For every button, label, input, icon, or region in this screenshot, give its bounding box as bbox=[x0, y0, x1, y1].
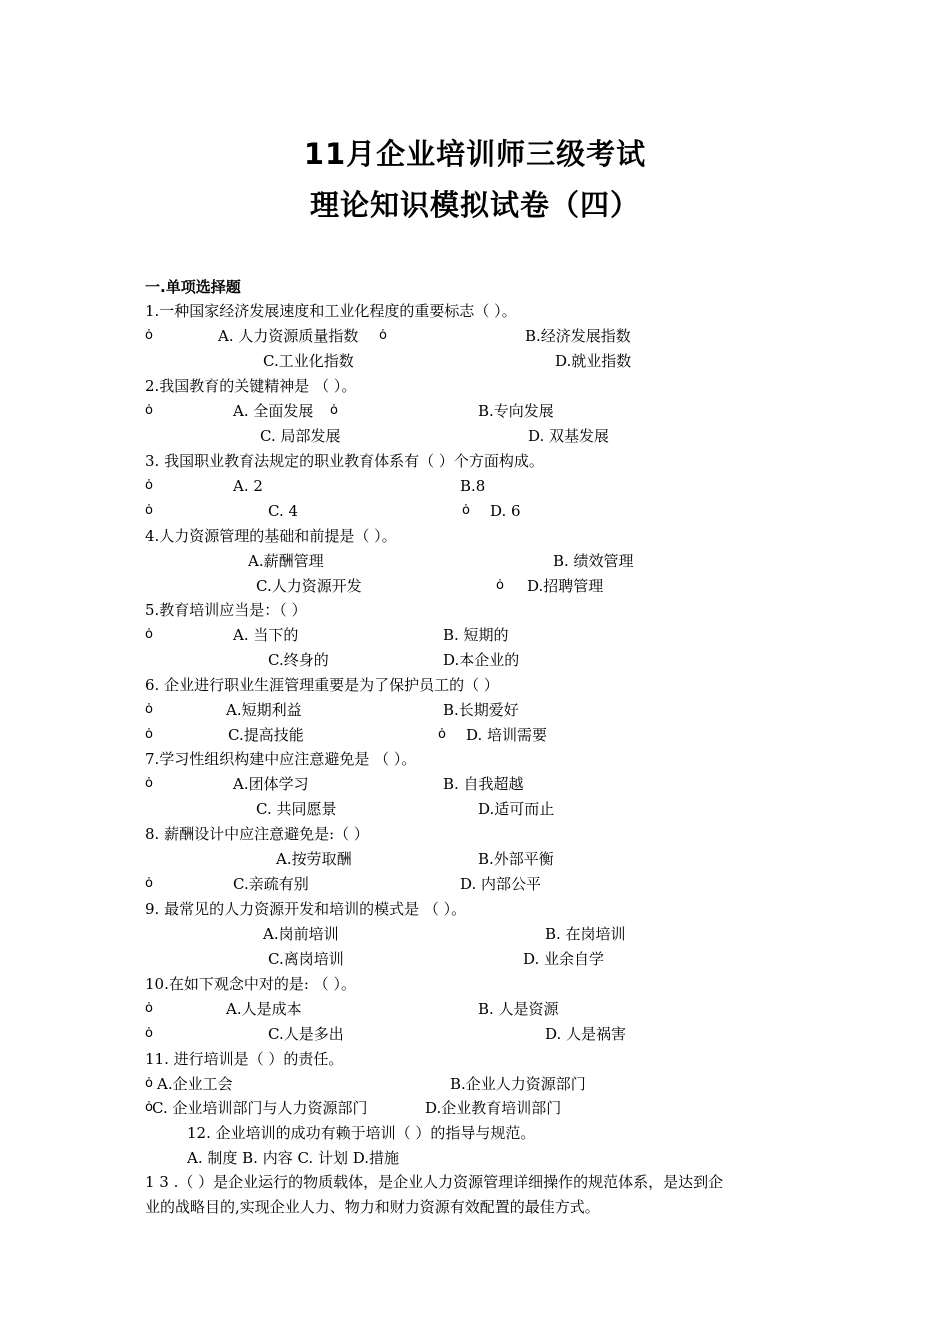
text-line: D. 双基发展 bbox=[528, 427, 610, 445]
text-line: B.企业人力资源部门 bbox=[450, 1075, 586, 1093]
text-line: A.薪酬管理 bbox=[248, 552, 324, 570]
text-line: 2.我国教育的关键精神是 （ ）。 bbox=[145, 377, 357, 395]
text-line: B. 短期的 bbox=[443, 626, 509, 644]
text-line: D.招聘管理 bbox=[527, 577, 604, 595]
text-line: B.专向发展 bbox=[478, 402, 554, 420]
paragraph-mark-icon: ȯ bbox=[145, 876, 153, 891]
paragraph-mark-icon: ȯ bbox=[145, 1100, 153, 1115]
text-line: 9. 最常见的人力资源开发和培训的模式是 （ ）。 bbox=[145, 900, 467, 918]
paragraph-mark-icon: ȯ bbox=[145, 1076, 153, 1091]
paragraph-mark-icon: ȯ bbox=[330, 403, 338, 418]
text-line: B. 在岗培训 bbox=[545, 925, 626, 943]
text-line: A. 当下的 bbox=[233, 626, 299, 644]
text-line: 12. 企业培训的成功有赖于培训（ ）的指导与规范。 bbox=[187, 1124, 536, 1142]
text-line: B.经济发展指数 bbox=[525, 327, 631, 345]
text-line: A.人是成本 bbox=[226, 1000, 302, 1018]
text-line: B. 绩效管理 bbox=[553, 552, 634, 570]
text-line: C.人是多出 bbox=[268, 1025, 344, 1043]
text-line: C. 4 bbox=[268, 502, 299, 520]
text-line: 1 3 .（ ）是企业运行的物质载体，是企业人力资源管理详细操作的规范体系，是达到企 bbox=[145, 1173, 724, 1191]
text-line: D. 业余自学 bbox=[523, 950, 605, 968]
text-line: D. 6 bbox=[490, 502, 521, 520]
paragraph-mark-icon: ȯ bbox=[145, 503, 153, 518]
text-line: C.离岗培训 bbox=[268, 950, 344, 968]
text-line: A. 全面发展 bbox=[233, 402, 314, 420]
text-line: 7.学习性组织构建中应注意避免是 （ ）。 bbox=[145, 750, 417, 768]
text-line: A.短期利益 bbox=[226, 701, 302, 719]
section-heading: 一.单项选择题 bbox=[145, 278, 241, 296]
text-line: 业的战略目的,实现企业人力、物力和财力资源有效配置的最佳方式。 bbox=[145, 1198, 600, 1216]
text-line: B.长期爱好 bbox=[443, 701, 519, 719]
text-line: 5.教育培训应当是：（ ） bbox=[145, 601, 307, 619]
text-line: 11. 进行培训是（ ）的责任。 bbox=[145, 1050, 344, 1068]
text-line: A. 制度 B. 内容 C. 计划 D.措施 bbox=[187, 1149, 399, 1167]
paragraph-mark-icon: ȯ bbox=[379, 328, 387, 343]
text-line: 3. 我国职业教育法规定的职业教育体系有（ ）个方面构成。 bbox=[145, 452, 544, 470]
text-line: D.适可而止 bbox=[478, 800, 555, 818]
text-line: D. 内部公平 bbox=[460, 875, 542, 893]
text-line: 4.人力资源管理的基础和前提是（ ）。 bbox=[145, 527, 397, 545]
paragraph-mark-icon: ȯ bbox=[145, 1001, 153, 1016]
text-line: C. 企业培训部门与人力资源部门 bbox=[152, 1099, 368, 1117]
paragraph-mark-icon: ȯ bbox=[145, 478, 153, 493]
text-line: C. 局部发展 bbox=[260, 427, 341, 445]
paragraph-mark-icon: ȯ bbox=[145, 1026, 153, 1041]
text-line: A. 2 bbox=[233, 477, 263, 495]
text-line: D. 培训需要 bbox=[466, 726, 548, 744]
text-line: D.企业教育培训部门 bbox=[425, 1099, 562, 1117]
paragraph-mark-icon: ȯ bbox=[145, 727, 153, 742]
text-line: 10.在如下观念中对的是: （ ）。 bbox=[145, 975, 356, 993]
text-line: B.外部平衡 bbox=[478, 850, 554, 868]
paragraph-mark-icon: ȯ bbox=[145, 328, 153, 343]
paragraph-mark-icon: ȯ bbox=[496, 578, 504, 593]
exam-subtitle: 理论知识模拟试卷（四） bbox=[309, 188, 640, 222]
text-line: C. 共同愿景 bbox=[256, 800, 337, 818]
text-line: C.亲疏有别 bbox=[233, 875, 309, 893]
text-line: A.按劳取酬 bbox=[276, 850, 352, 868]
text-line: C.工业化指数 bbox=[263, 352, 354, 370]
paragraph-mark-icon: ȯ bbox=[145, 776, 153, 791]
text-line: A. 人力资源质量指数 bbox=[218, 327, 359, 345]
text-line: C.提高技能 bbox=[228, 726, 304, 744]
text-line: B. 人是资源 bbox=[478, 1000, 559, 1018]
text-line: 6. 企业进行职业生涯管理重要是为了保护员工的（ ） bbox=[145, 676, 499, 694]
paragraph-mark-icon: ȯ bbox=[438, 727, 446, 742]
paragraph-mark-icon: ȯ bbox=[145, 702, 153, 717]
paragraph-mark-icon: ȯ bbox=[145, 627, 153, 642]
text-line: 8. 薪酬设计中应注意避免是:（ ） bbox=[145, 825, 369, 843]
text-line: C.终身的 bbox=[268, 651, 329, 669]
text-line: C.人力资源开发 bbox=[256, 577, 362, 595]
text-line: D.就业指数 bbox=[555, 352, 632, 370]
text-line: 1.一种国家经济发展速度和工业化程度的重要标志（ ）。 bbox=[145, 302, 517, 320]
text-line: A.企业工会 bbox=[157, 1075, 233, 1093]
text-line: D. 人是祸害 bbox=[545, 1025, 627, 1043]
exam-title: 11月企业培训师三级考试 bbox=[303, 137, 647, 171]
text-line: A.岗前培训 bbox=[263, 925, 339, 943]
paragraph-mark-icon: ȯ bbox=[145, 403, 153, 418]
text-line: B.8 bbox=[460, 477, 486, 495]
text-line: B. 自我超越 bbox=[443, 775, 524, 793]
text-line: A.团体学习 bbox=[233, 775, 309, 793]
paragraph-mark-icon: ȯ bbox=[462, 503, 470, 518]
text-line: D.本企业的 bbox=[443, 651, 520, 669]
